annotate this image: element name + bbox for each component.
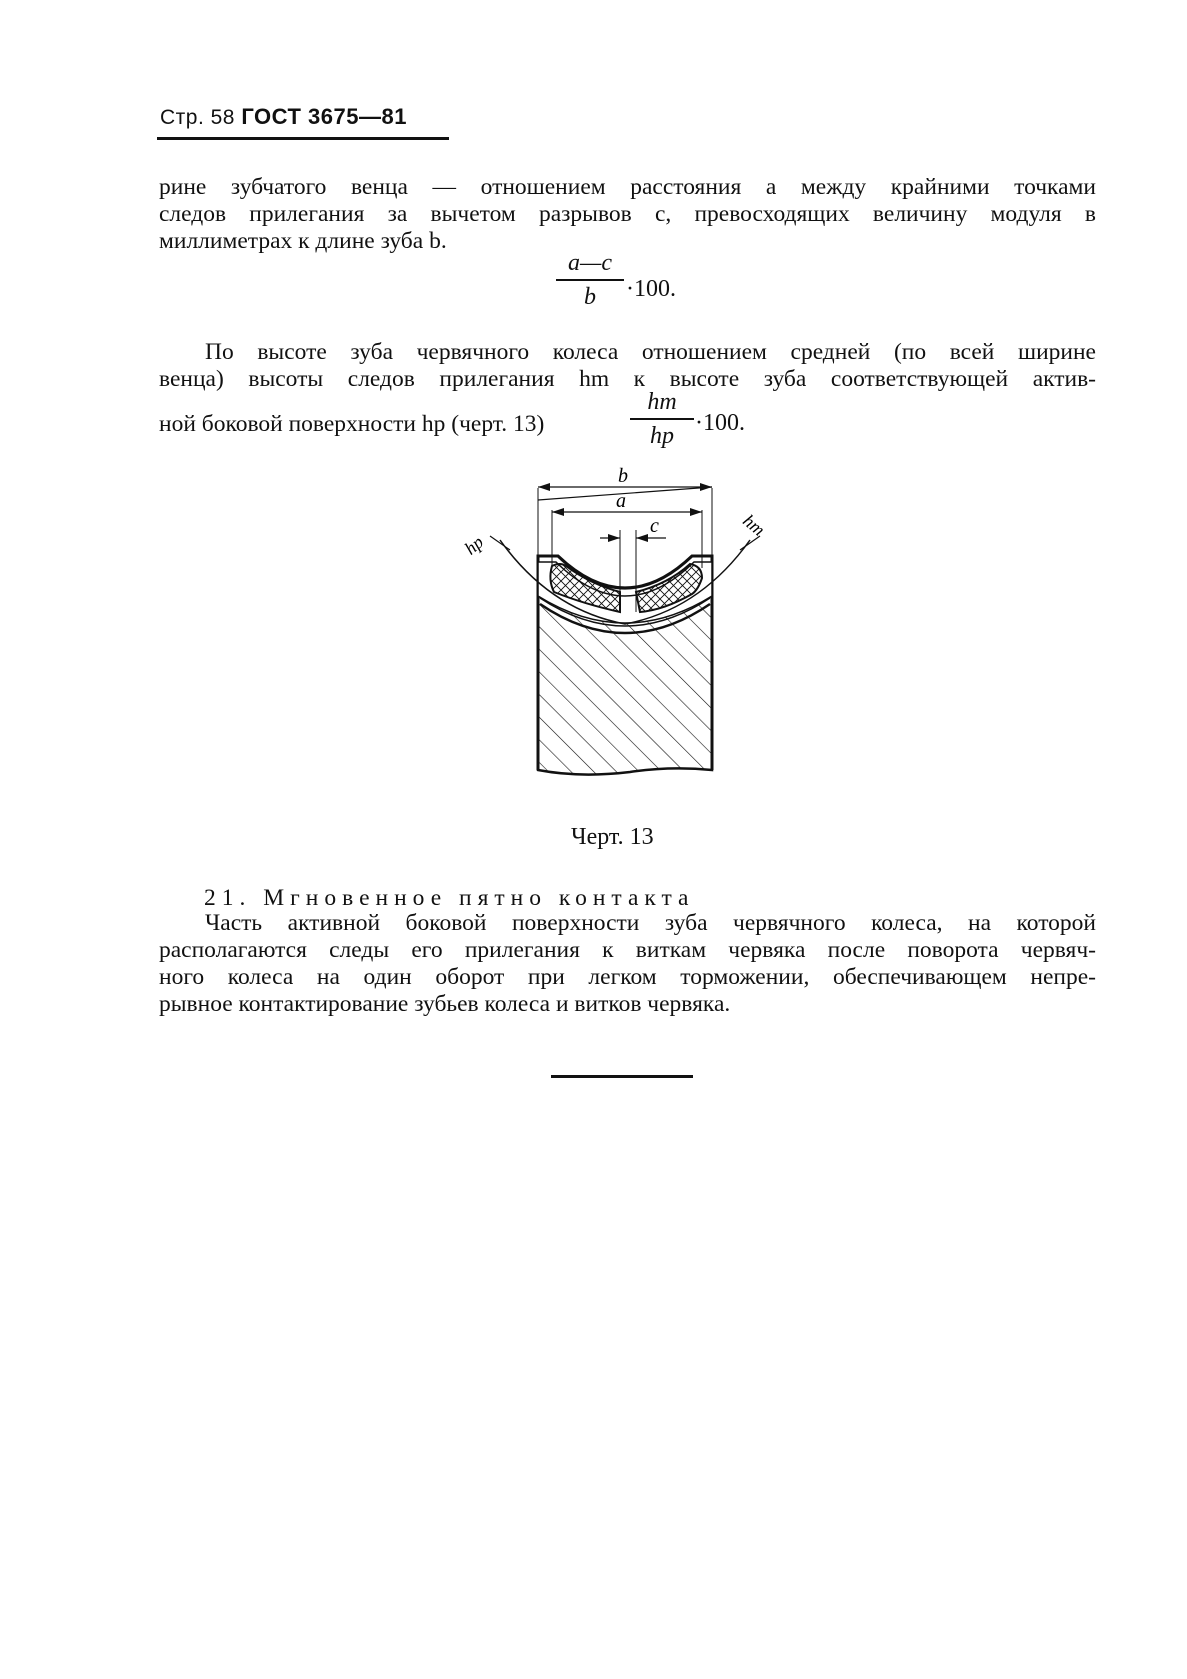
formula-denominator: b [584,283,596,310]
section-number: 21. [204,885,252,911]
text-line: рывное контактирование зубьев колеса и витков червяка. [159,991,731,1017]
text-line: рине зубчатого венца — отношением расстояния a между крайними точками [159,174,1096,200]
paragraph-instant-contact [159,910,1096,1018]
formula-multiplier: ·100. [626,276,676,302]
text-line: следов прилегания за вычетом разрывов c, превосходящих величину модуля в [159,201,1096,227]
text-line: миллиметрах к длине зуба b. [159,228,447,254]
figure-worm-wheel-tooth [460,465,770,790]
text-line: венца) высоты следов прилегания hm к высоте зуба соответствующей актив- [159,366,1096,392]
label-hm: hm [739,510,769,540]
paragraph-width-ratio [159,174,1096,255]
standard-number: ГОСТ 3675—81 [241,104,407,129]
formula-denominator: hp [650,422,674,449]
text-line: ного колеса на один оборот при легком торможении, обеспечивающем непре- [159,964,1096,990]
text-line: Часть активной боковой поверхности зуба червячного колеса, на которой [205,910,1096,936]
formula-numerator: hm [647,389,677,415]
section-title: Мгновенное пятно контакта [263,885,695,911]
formula-height-ratio [630,388,694,450]
formula-multiplier: ·100. [695,410,745,436]
label-b: b [618,465,628,487]
paragraph-height-ratio [159,339,1096,393]
section-heading [204,885,694,912]
page-header [160,104,407,130]
label-hp: hp [460,531,488,559]
end-rule [551,1075,693,1078]
page-number: Стр. 58 [160,106,235,129]
label-c: c [650,515,659,537]
fraction-bar [556,279,624,281]
text-line: располагаются следы его прилегания к виткам червяка после поворота червяч- [159,937,1096,963]
header-rule [157,137,449,140]
label-a: a [616,490,626,512]
formula-numerator: a—c [568,250,612,276]
figure-caption: Черт. 13 [571,824,654,850]
text-line: ной боковой поверхности hp (черт. 13) [159,411,545,437]
fraction-bar [630,418,694,420]
formula-width-ratio [556,249,624,311]
text-line: По высоте зуба червячного колеса отношением средней (по всей ширине [205,339,1096,365]
